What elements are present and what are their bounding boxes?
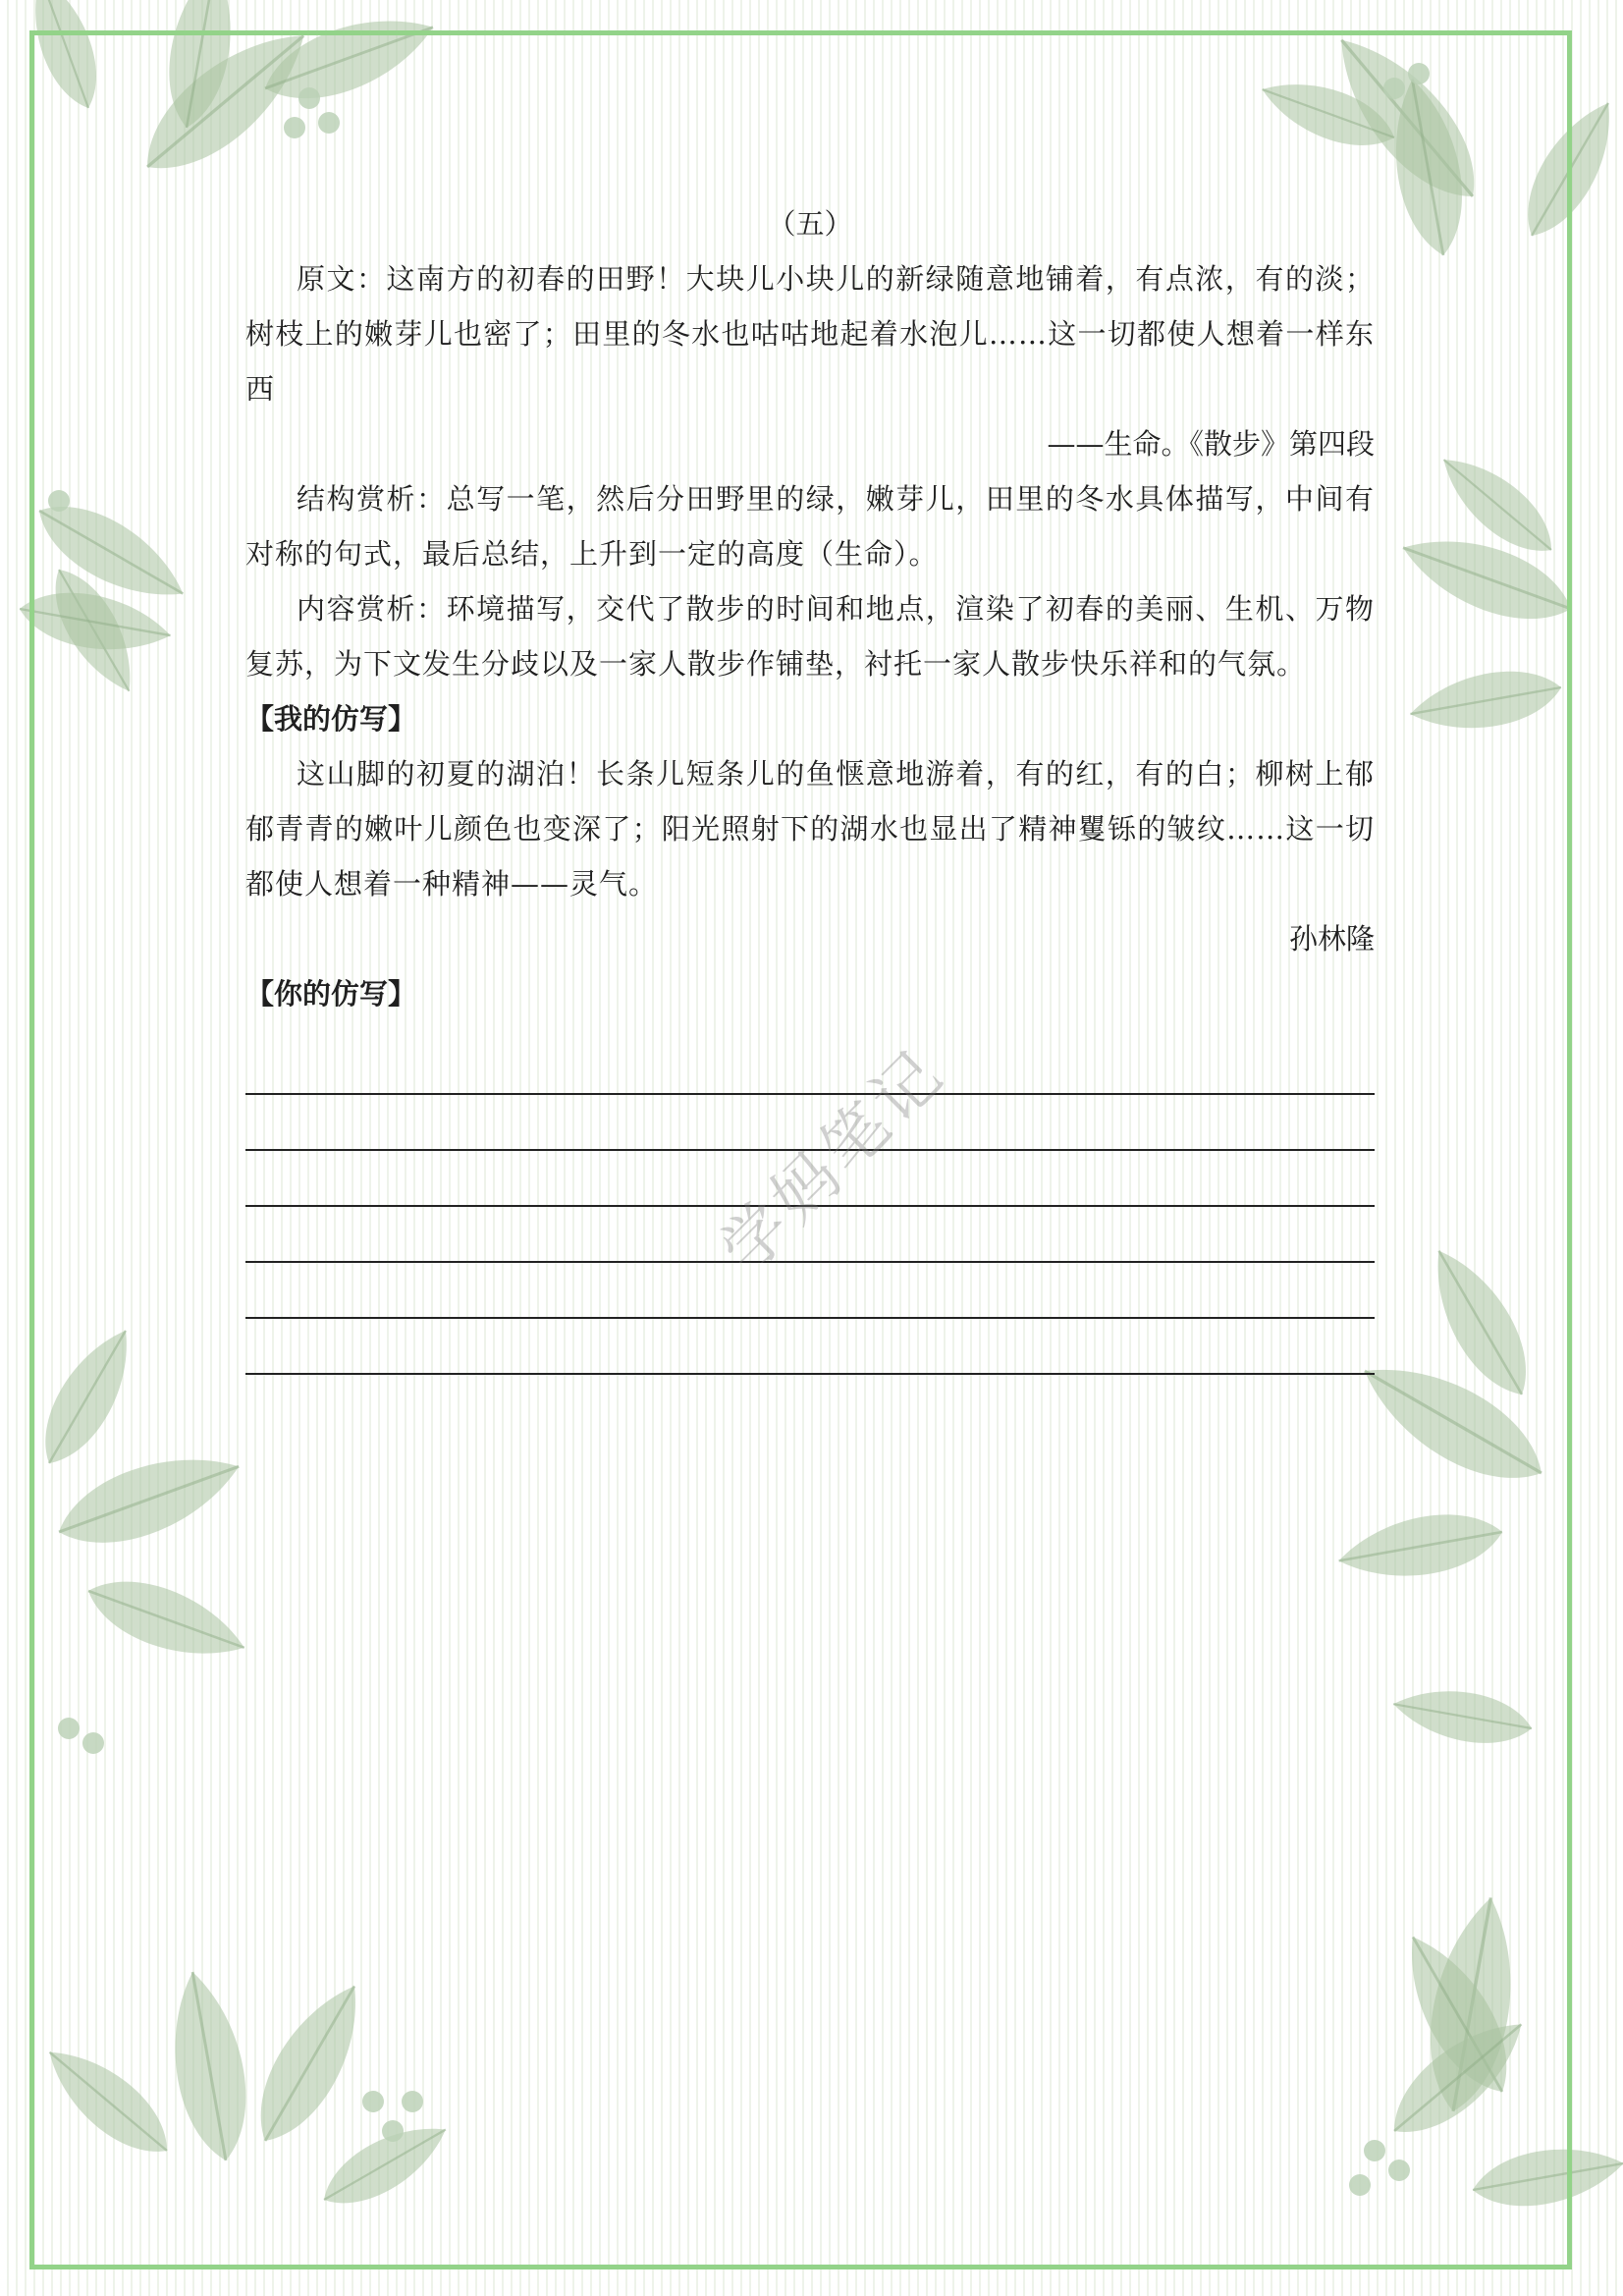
- writing-line[interactable]: [245, 1319, 1375, 1375]
- your-imitation-label: 【你的仿写】: [245, 977, 417, 1011]
- section-heading: （五）: [767, 207, 853, 241]
- original-text: 原文：这南方的初春的田野！大块儿小块儿的新绿随意地铺着，有点浓，有的淡；树枝上的嫩芽儿也密了；田里的冬水也咕咕地起着水泡儿……这一切都使人想着一样东西: [245, 262, 1375, 406]
- watermark: 学妈笔记: [706, 1033, 960, 1287]
- my-imitation-text: 这山脚的初夏的湖泊！长条儿短条儿的鱼惬意地游着，有的红，有的白；柳树上郁郁青青的嫩叶儿颜色也变深了；阳光照射下的湖水也显出了精神矍铄的皱纹……这一切都使人想着一种精神——灵气。: [245, 757, 1375, 901]
- writing-line[interactable]: [245, 1263, 1375, 1319]
- structure-analysis: 结构赏析：总写一笔，然后分田野里的绿，嫩芽儿，田里的冬水具体描写，中间有对称的句式，最后总结，上升到一定的高度（生命）。: [245, 482, 1375, 571]
- original-source: ——生命。《散步》第四段: [1047, 427, 1375, 461]
- my-imitation-label: 【我的仿写】: [245, 702, 417, 736]
- imitation-author: 孙林隆: [1288, 922, 1375, 956]
- content-analysis: 内容赏析：环境描写，交代了散步的时间和地点，渲染了初春的美丽、生机、万物复苏，为下文发生分歧以及一家人散步作铺垫，衬托一家人散步快乐祥和的气氛。: [245, 592, 1375, 681]
- writing-line[interactable]: [245, 1039, 1375, 1095]
